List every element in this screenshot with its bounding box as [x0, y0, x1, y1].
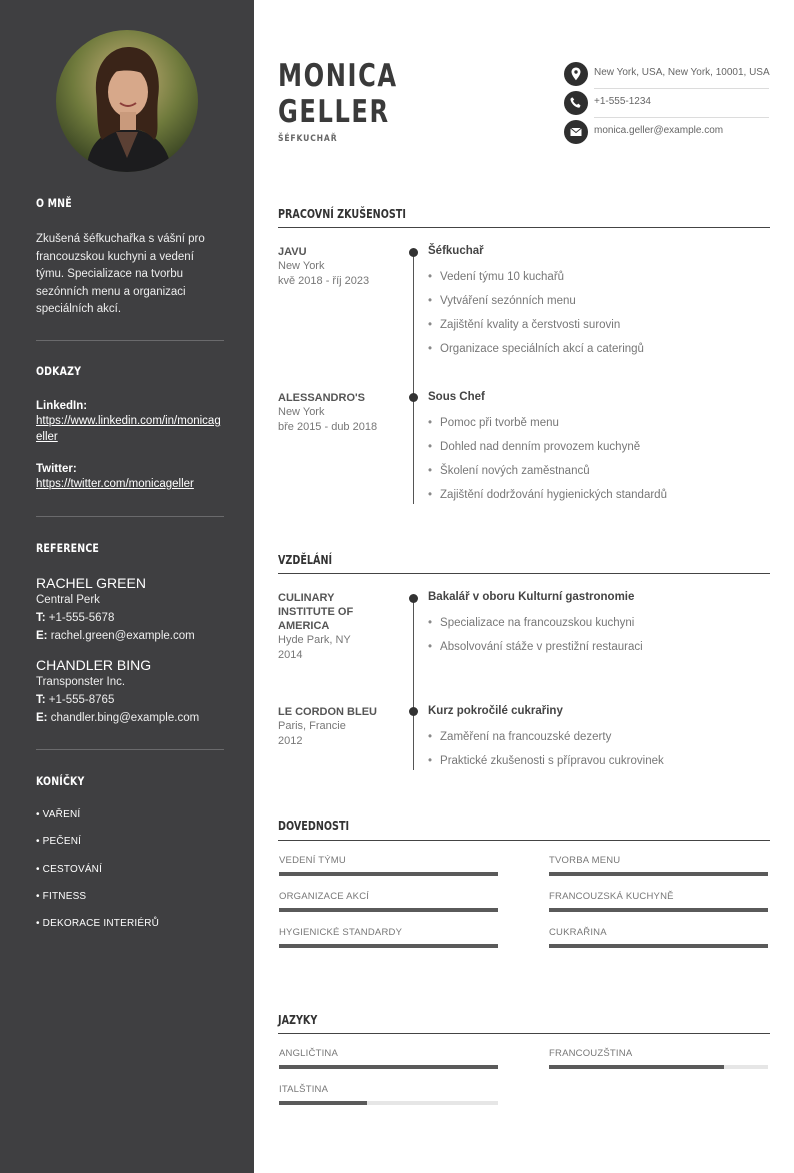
- sidebar-divider: [36, 340, 224, 341]
- contact-email: [564, 118, 769, 147]
- duty-item: • Zajištění dodržování hygienických standardů: [428, 489, 667, 501]
- skill-bar: [549, 872, 768, 876]
- hobbies-section: [36, 774, 224, 788]
- hobby-item: • VAŘENÍ: [36, 809, 81, 820]
- skill-item: [548, 855, 768, 879]
- language-bar-fill: [549, 1065, 724, 1069]
- phone-icon: [564, 91, 588, 115]
- language-bar: [549, 1065, 768, 1069]
- job-title: ŠÉFKUCHAŘ: [278, 134, 338, 144]
- language-bar: [279, 1101, 498, 1105]
- employment-dates: bře 2015 - dub 2018: [278, 421, 378, 433]
- link-label: Twitter:: [36, 463, 77, 475]
- about-heading: O MNĚ: [36, 196, 72, 210]
- skill-name: TVORBA MENU: [549, 855, 621, 866]
- timeline-dot: [409, 594, 418, 603]
- duty-item: • Pomoc při tvorbě menu: [428, 417, 559, 429]
- skill-item: [278, 855, 498, 879]
- about-text: Zkušená šéfkuchařka s vášní pro francouzskou kuchyni a vedení týmu. Specializace na tvorbu sezónních menu a organizaci speciálních akcí.: [36, 233, 205, 315]
- skill-item: [548, 927, 768, 951]
- section-divider: [278, 227, 770, 228]
- duty-item: • Vytváření sezónních menu: [428, 295, 576, 307]
- hobbies-heading: KONÍČKY: [36, 774, 85, 788]
- language-bar: [279, 1065, 498, 1069]
- study-detail: • Absolvování stáže v prestižní restauraci: [428, 641, 643, 653]
- hobby-item: • DEKORACE INTERIÉRŮ: [36, 918, 160, 929]
- linkedin-link[interactable]: https://www.linkedin.com/in/monicageller: [36, 415, 221, 443]
- references-section: [36, 541, 224, 555]
- skill-bar-fill: [279, 872, 498, 876]
- reference-name: RACHEL GREEN: [36, 575, 146, 591]
- email-text[interactable]: monica.geller@example.com: [594, 125, 724, 136]
- study-detail: • Specializace na francouzskou kuchyni: [428, 617, 634, 629]
- employer-name: JAVU: [278, 246, 307, 258]
- reference-email: E: chandler.bing@example.com: [36, 712, 200, 724]
- timeline-dot: [409, 707, 418, 716]
- employer-location: New York: [278, 406, 325, 418]
- skill-bar-fill: [549, 944, 768, 948]
- skill-bar-fill: [279, 908, 498, 912]
- profile-photo: [56, 30, 198, 172]
- language-name: FRANCOUZŠTINA: [549, 1048, 633, 1059]
- school-name: CULINARY INSTITUTE OF AMERICA: [278, 592, 354, 632]
- experience-heading: PRACOVNÍ ZKUŠENOSTI: [278, 207, 406, 221]
- skill-bar-fill: [549, 908, 768, 912]
- phone-text: +1-555-1234: [594, 96, 651, 107]
- skill-bar-fill: [279, 944, 498, 948]
- employment-dates: kvě 2018 - říj 2023: [278, 275, 370, 287]
- skill-name: HYGIENICKÉ STANDARDY: [279, 927, 403, 938]
- reference-company: Transponster Inc.: [36, 676, 126, 688]
- language-name: ANGLIČTINA: [279, 1048, 339, 1059]
- about-section: [36, 196, 224, 210]
- contact-address: [564, 60, 769, 89]
- timeline-line: [413, 252, 414, 504]
- skill-name: CUKRAŘINA: [549, 927, 607, 938]
- hobbies-list: [36, 809, 224, 939]
- reference-phone: T: +1-555-8765: [36, 694, 115, 706]
- hobby-item: • PEČENÍ: [36, 836, 82, 847]
- language-item: [278, 1084, 498, 1108]
- links-heading: ODKAZY: [36, 364, 82, 378]
- school-location: Hyde Park, NY: [278, 634, 351, 646]
- study-detail: • Zaměření na francouzské dezerty: [428, 731, 611, 743]
- reference-name: CHANDLER BING: [36, 657, 152, 673]
- location-pin-icon: [564, 62, 588, 86]
- study-dates: 2014: [278, 649, 303, 661]
- duty-item: • Zajištění kvality a čerstvosti surovin: [428, 319, 620, 331]
- education-heading: VZDĚLÁNÍ: [278, 553, 333, 567]
- timeline-line: [413, 598, 414, 770]
- course-title: Kurz pokročilé cukrařiny: [428, 705, 563, 717]
- skill-item: [278, 927, 498, 951]
- duty-item: • Dohled nad denním provozem kuchyně: [428, 441, 640, 453]
- job-role: Sous Chef: [428, 391, 485, 403]
- envelope-icon: [564, 120, 588, 144]
- degree-title: Bakalář v oboru Kulturní gastronomie: [428, 591, 635, 603]
- references-heading: REFERENCE: [36, 541, 100, 555]
- skill-name: ORGANIZACE AKCÍ: [279, 891, 370, 902]
- skill-name: VEDENÍ TÝMU: [279, 855, 346, 866]
- link-label: LinkedIn:: [36, 400, 88, 412]
- study-dates: 2012: [278, 735, 303, 747]
- sidebar-divider: [36, 749, 224, 750]
- skills-heading: DOVEDNOSTI: [278, 819, 350, 833]
- link-item-twitter: [36, 463, 224, 492]
- duty-item: • Vedení týmu 10 kuchařů: [428, 271, 564, 283]
- links-section: [36, 364, 224, 378]
- last-name: GELLER: [278, 94, 390, 130]
- skill-item: [278, 891, 498, 915]
- language-item: [278, 1048, 498, 1072]
- skill-bar: [279, 944, 498, 948]
- reference-company: Central Perk: [36, 594, 100, 606]
- sidebar: [0, 0, 254, 1173]
- address-text: New York, USA, New York, 10001, USA: [594, 67, 770, 78]
- employer-name: ALESSANDRO'S: [278, 392, 365, 404]
- reference-email: E: rachel.green@example.com: [36, 630, 195, 642]
- school-name: LE CORDON BLEU: [278, 706, 377, 718]
- school-location: Paris, Francie: [278, 720, 346, 732]
- study-detail: • Praktické zkušenosti s přípravou cukrovinek: [428, 755, 664, 767]
- languages-heading: JAZYKY: [278, 1013, 318, 1027]
- skill-bar: [549, 944, 768, 948]
- section-divider: [278, 1033, 770, 1034]
- section-divider: [278, 840, 770, 841]
- hobby-item: • FITNESS: [36, 891, 87, 902]
- duty-item: • Školení nových zaměstnanců: [428, 465, 590, 477]
- section-divider: [278, 573, 770, 574]
- language-bar-fill: [279, 1065, 498, 1069]
- reference-item: [36, 657, 224, 727]
- reference-item: [36, 575, 224, 645]
- timeline-dot: [409, 248, 418, 257]
- timeline-dot: [409, 393, 418, 402]
- hobby-item: • CESTOVÁNÍ: [36, 864, 103, 875]
- language-name: ITALŠTINA: [279, 1084, 329, 1095]
- skill-bar: [279, 908, 498, 912]
- employer-location: New York: [278, 260, 325, 272]
- skill-item: [548, 891, 768, 915]
- twitter-link[interactable]: https://twitter.com/monicageller: [36, 478, 194, 490]
- contact-phone: [564, 89, 769, 118]
- job-role: Šéfkuchař: [428, 245, 484, 257]
- skill-bar: [549, 908, 768, 912]
- language-item: [548, 1048, 768, 1072]
- language-bar-fill: [279, 1101, 367, 1105]
- duty-item: • Organizace speciálních akcí a cateringů: [428, 343, 644, 355]
- first-name: MONICA: [278, 58, 398, 94]
- sidebar-divider: [36, 516, 224, 517]
- skill-bar: [279, 872, 498, 876]
- skill-name: FRANCOUZSKÁ KUCHYNĚ: [549, 891, 674, 902]
- link-item-linkedin: [36, 400, 224, 445]
- reference-phone: T: +1-555-5678: [36, 612, 115, 624]
- skill-bar-fill: [549, 872, 768, 876]
